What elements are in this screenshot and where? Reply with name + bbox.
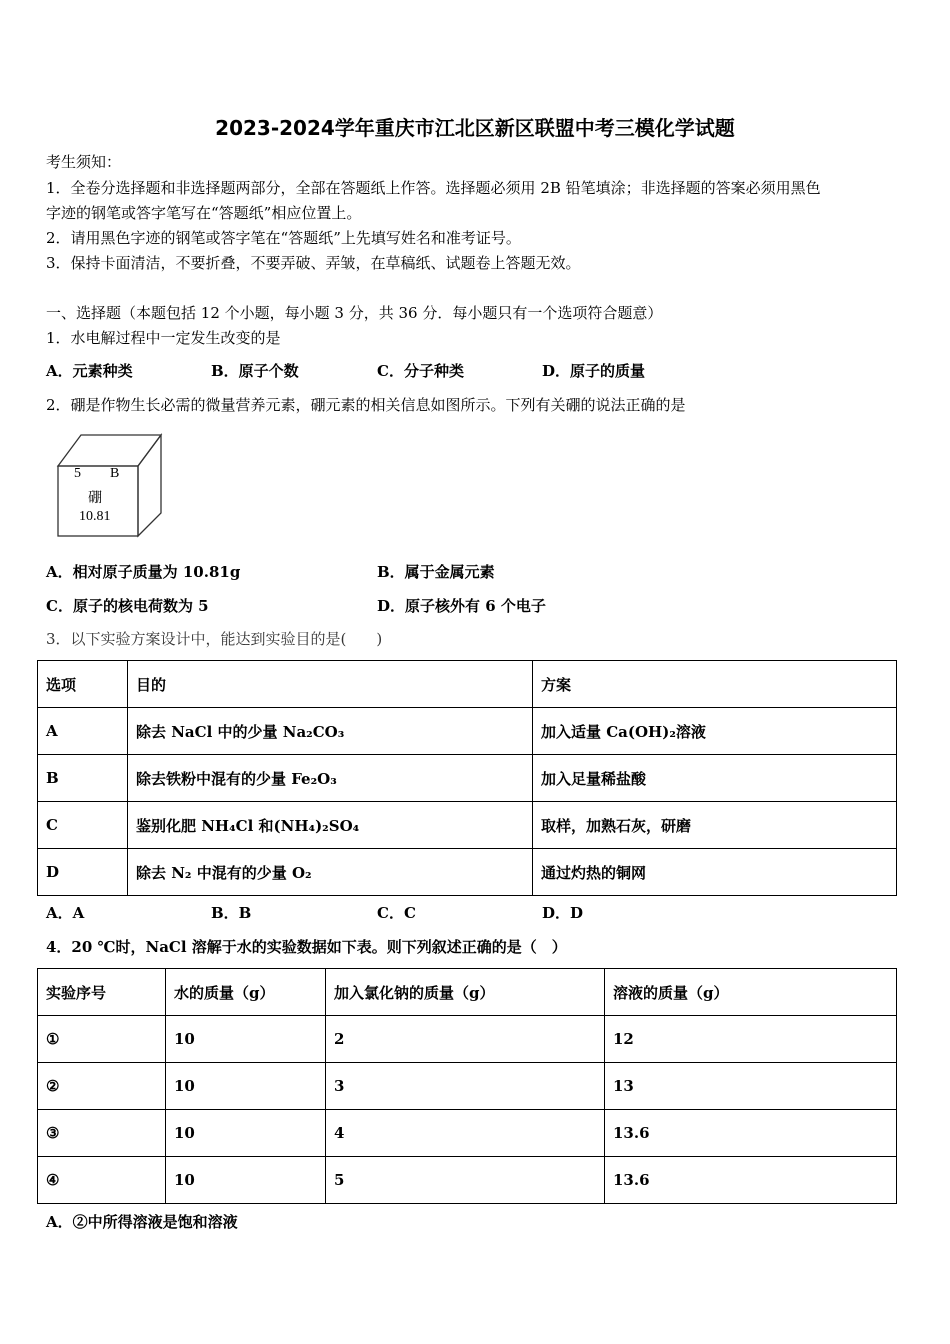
element-cube-figure [56, 433, 166, 539]
notice-line: 3．保持卡面清洁，不要折叠，不要弄破、弄皱，在草稿纸、试题卷上答题无效。 [46, 254, 581, 272]
q1-option-b: B．原子个数 [211, 362, 299, 380]
table-row [38, 802, 897, 849]
table-cell: 取样，加熟石灰，研磨 [533, 802, 897, 849]
notice-heading: 考生须知： [46, 153, 122, 171]
table-cell: 10 [166, 1016, 326, 1063]
table-row [38, 1063, 897, 1110]
q3-option-a: A．A [46, 904, 85, 922]
q1-option-a: A．元素种类 [46, 362, 133, 380]
notice-line: 2．请用黑色字迹的钢笔或答字笔在“答题纸”上先填写姓名和准考证号。 [46, 229, 521, 247]
q1-option-d: D．原子的质量 [542, 362, 646, 380]
table-cell: 13.6 [605, 1157, 897, 1204]
page-title: 2023-2024学年重庆市江北区新区联盟中考三模化学试题 [215, 116, 735, 140]
table-cell: 除去 NaCl 中的少量 Na₂CO₃ [128, 708, 533, 755]
header-cell: 方案 [533, 661, 897, 708]
q3-option-d: D．D [542, 904, 584, 922]
element-name: 硼 [88, 491, 102, 506]
table-cell: 12 [605, 1016, 897, 1063]
section-heading: 一、选择题（本题包括 12 个小题，每小题 3 分，共 36 分．每小题只有一个选项符合题意） [46, 304, 663, 322]
header-cell: 溶液的质量（g） [605, 969, 897, 1016]
table-cell: 5 [326, 1157, 605, 1204]
q4-table [37, 968, 897, 1204]
element-mass: 10.81 [79, 509, 111, 524]
table-cell: A [38, 708, 128, 755]
table-cell: 10 [166, 1157, 326, 1204]
q2-option-c: C．原子的核电荷数为 5 [46, 597, 209, 615]
q2-option-d: D．原子核外有 6 个电子 [377, 597, 546, 615]
table-row [38, 708, 897, 755]
header-cell: 加入氯化钠的质量（g） [326, 969, 605, 1016]
header-cell: 选项 [38, 661, 128, 708]
table-cell: 10 [166, 1110, 326, 1157]
table-cell: 除去 N₂ 中混有的少量 O₂ [128, 849, 533, 896]
q2-option-b: B．属于金属元素 [377, 563, 495, 581]
question-3-stem: 3．以下实验方案设计中，能达到实验目的是( ) [46, 630, 383, 648]
table-row [38, 1157, 897, 1204]
table-row [38, 755, 897, 802]
table-cell: 4 [326, 1110, 605, 1157]
table-header-row [38, 969, 897, 1016]
table-cell: 2 [326, 1016, 605, 1063]
table-row [38, 1016, 897, 1063]
table-cell: 除去铁粉中混有的少量 Fe₂O₃ [128, 755, 533, 802]
element-symbol: B [110, 466, 120, 481]
table-cell: ④ [38, 1157, 166, 1204]
table-cell: 13.6 [605, 1110, 897, 1157]
q3-option-b: B．B [211, 904, 252, 922]
question-1-stem: 1．水电解过程中一定发生改变的是 [46, 329, 281, 347]
header-cell: 水的质量（g） [166, 969, 326, 1016]
table-cell: 3 [326, 1063, 605, 1110]
header-cell: 实验序号 [38, 969, 166, 1016]
table-cell: 10 [166, 1063, 326, 1110]
notice-line: 字迹的钢笔或答字笔写在“答题纸”相应位置上。 [46, 204, 362, 222]
table-cell: 鉴别化肥 NH₄Cl 和(NH₄)₂SO₄ [128, 802, 533, 849]
header-cell: 目的 [128, 661, 533, 708]
question-2-stem: 2．硼是作物生长必需的微量营养元素，硼元素的相关信息如图所示。下列有关硼的说法正确的是 [46, 396, 686, 414]
q2-option-a: A．相对原子质量为 10.81g [46, 563, 241, 581]
table-cell: 加入适量 Ca(OH)₂溶液 [533, 708, 897, 755]
table-row [38, 849, 897, 896]
table-cell: ② [38, 1063, 166, 1110]
table-cell: B [38, 755, 128, 802]
table-cell: 13 [605, 1063, 897, 1110]
table-cell: ③ [38, 1110, 166, 1157]
q3-table [37, 660, 897, 896]
table-cell: 通过灼热的铜网 [533, 849, 897, 896]
q3-option-c: C．C [377, 904, 416, 922]
element-number: 5 [74, 466, 81, 481]
table-cell: ① [38, 1016, 166, 1063]
table-header-row [38, 661, 897, 708]
question-4-stem: 4．20 ℃时，NaCl 溶解于水的实验数据如下表。则下列叙述正确的是（ ） [46, 938, 567, 956]
q4-option-a: A．②中所得溶液是饱和溶液 [46, 1213, 238, 1231]
table-cell: C [38, 802, 128, 849]
q1-option-c: C．分子种类 [377, 362, 464, 380]
table-row [38, 1110, 897, 1157]
notice-line: 1．全卷分选择题和非选择题两部分，全部在答题纸上作答。选择题必须用 2B 铅笔填涂；非选择题的答案必须用黑色 [46, 179, 821, 197]
table-cell: D [38, 849, 128, 896]
table-cell: 加入足量稀盐酸 [533, 755, 897, 802]
